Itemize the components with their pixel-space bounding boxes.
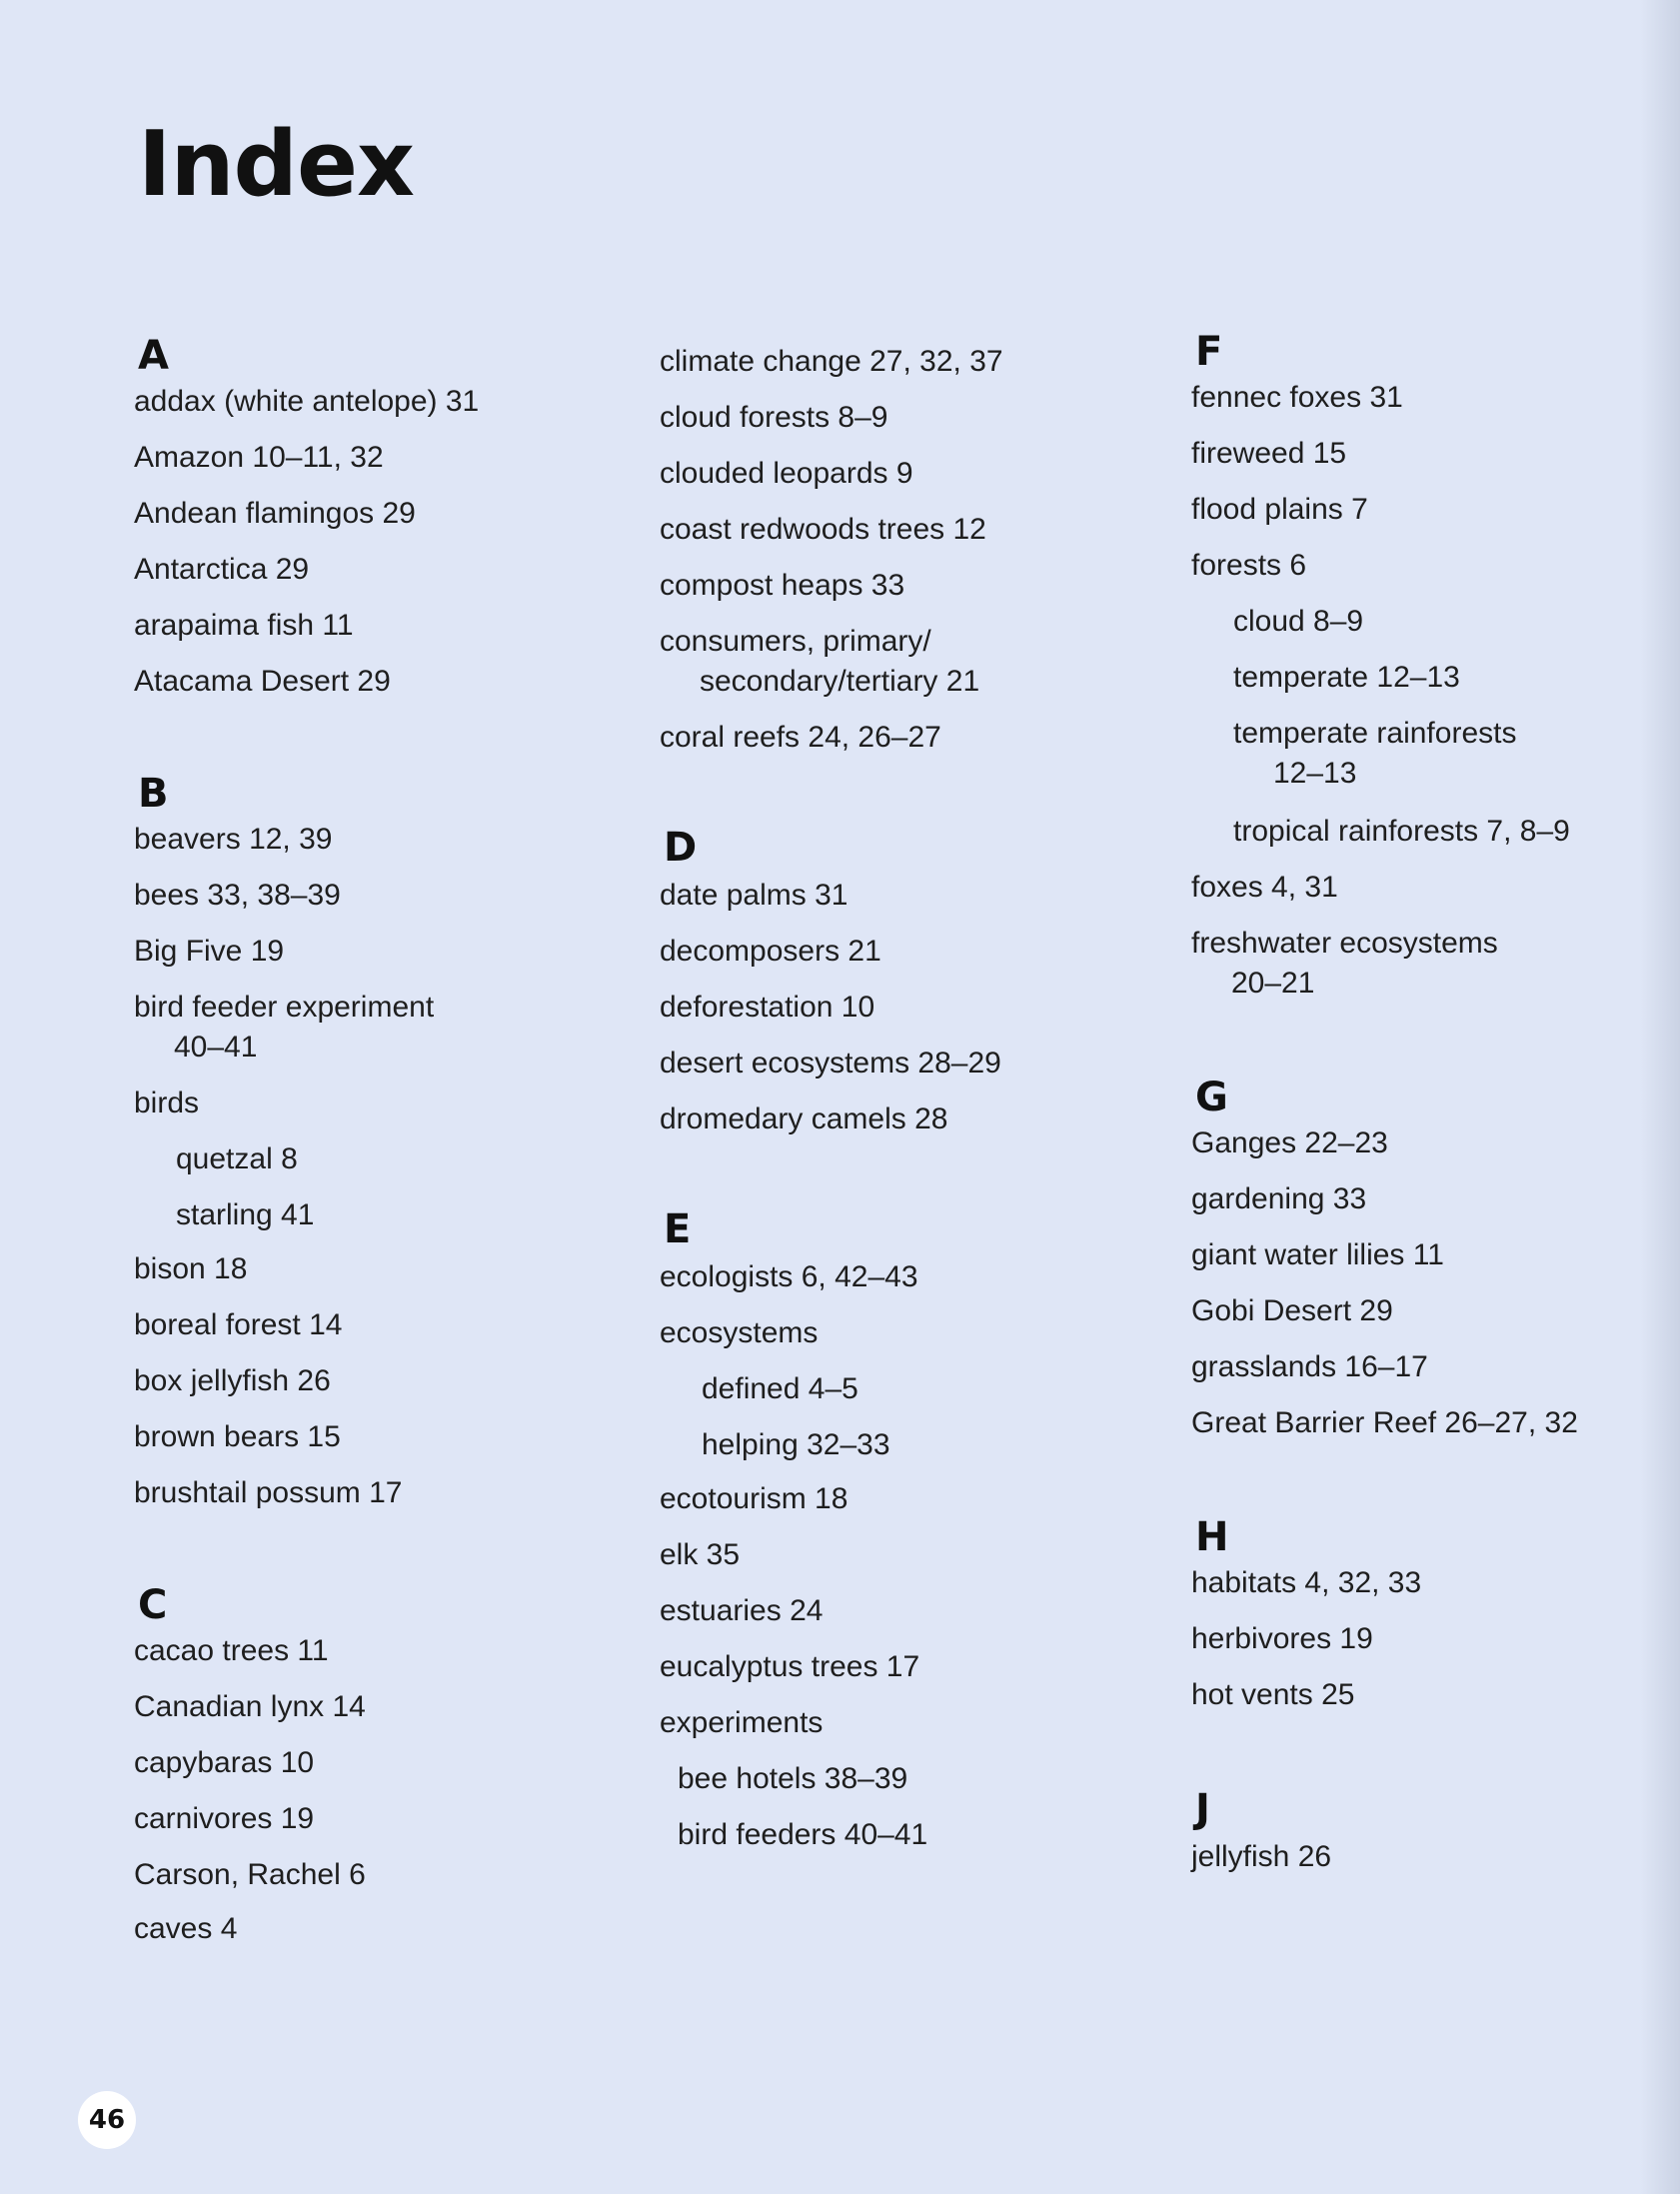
index-entry: Antarctica 29 [134, 553, 310, 586]
index-entry: fireweed 15 [1191, 437, 1347, 470]
index-entry-text: freshwater ecosystems [1191, 927, 1498, 960]
index-entry: Canadian lynx 14 [134, 1690, 366, 1723]
index-entry: ecosystems [660, 1316, 819, 1349]
index-entry: clouded leopards 9 [660, 457, 913, 490]
index-entry: boreal forest 14 [134, 1308, 343, 1341]
index-entry: date palms 31 [660, 879, 848, 912]
index-entry-text: bird feeder experiment [134, 991, 435, 1024]
index-subentry: tropical rainforests 7, 8–9 [1233, 815, 1570, 848]
index-entry: climate change 27, 32, 37 [660, 345, 1003, 378]
index-subentry: bird feeders 40–41 [678, 1818, 928, 1851]
index-entry: addax (white antelope) 31 [134, 385, 480, 418]
index-entry: compost heaps 33 [660, 569, 905, 602]
index-entry: capybaras 10 [134, 1746, 315, 1779]
index-entry: estuaries 24 [660, 1594, 824, 1627]
index-entry: cloud forests 8–9 [660, 401, 888, 434]
index-entry: coral reefs 24, 26–27 [660, 721, 941, 754]
index-entry-continuation: 20–21 [1231, 967, 1315, 1000]
index-entry: Ganges 22–23 [1191, 1126, 1388, 1159]
index-entry: Andean flamingos 29 [134, 497, 416, 530]
index-entry: ecologists 6, 42–43 [660, 1260, 918, 1293]
index-entry: Atacama Desert 29 [134, 665, 391, 698]
index-entry: Big Five 19 [134, 935, 285, 968]
index-entry: carnivores 19 [134, 1802, 315, 1835]
section-letter-b: B [138, 771, 169, 817]
index-entry: habitats 4, 32, 33 [1191, 1566, 1422, 1599]
section-letter-f: F [1195, 329, 1223, 375]
index-entry: Carson, Rachel 6 [134, 1858, 366, 1891]
index-entry: desert ecosystems 28–29 [660, 1047, 1001, 1080]
page-number-badge [78, 2091, 136, 2149]
index-subentry: cloud 8–9 [1233, 605, 1364, 638]
page-number: 46 [88, 2105, 126, 2135]
index-entry: deforestation 10 [660, 991, 875, 1024]
section-letter-c: C [138, 1582, 168, 1628]
index-entry: giant water lilies 11 [1191, 1238, 1444, 1271]
index-subentry: temperate 12–13 [1233, 661, 1460, 694]
index-entry: bison 18 [134, 1252, 248, 1285]
section-letter-h: H [1195, 1514, 1229, 1560]
index-entry: cacao trees 11 [134, 1634, 329, 1667]
index-entry: gardening 33 [1191, 1182, 1367, 1215]
index-entry: eucalyptus trees 17 [660, 1650, 920, 1683]
index-entry: jellyfish 26 [1191, 1840, 1332, 1873]
index-entry: fennec foxes 31 [1191, 381, 1403, 414]
index-entry-continuation: 40–41 [174, 1031, 258, 1064]
page-title: Index [138, 112, 415, 217]
index-entry: flood plains 7 [1191, 493, 1368, 526]
index-entry-continuation: 12–13 [1273, 757, 1357, 790]
index-entry: bees 33, 38–39 [134, 879, 341, 912]
index-subentry: defined 4–5 [702, 1372, 858, 1405]
index-entry: Gobi Desert 29 [1191, 1294, 1393, 1327]
index-subentry [1191, 714, 1516, 794]
index-entry: birds [134, 1087, 200, 1119]
index-entry: elk 35 [660, 1538, 741, 1571]
index-entry-text: consumers, primary/ [660, 625, 931, 658]
index-entry-continuation: secondary/tertiary 21 [700, 665, 980, 698]
section-letter-e: E [664, 1206, 692, 1252]
index-entry: caves 4 [134, 1912, 238, 1945]
index-entry: Great Barrier Reef 26–27, 32 [1191, 1406, 1578, 1439]
index-entry: decomposers 21 [660, 935, 881, 968]
section-letter-g: G [1195, 1075, 1228, 1120]
index-entry [134, 988, 434, 1068]
index-entry: Amazon 10–11, 32 [134, 441, 384, 474]
index-entry: hot vents 25 [1191, 1678, 1355, 1711]
index-entry: foxes 4, 31 [1191, 871, 1338, 904]
index-entry: brown bears 15 [134, 1420, 341, 1453]
index-entry: dromedary camels 28 [660, 1102, 948, 1135]
page-edge-shadow [1640, 0, 1680, 2194]
section-letter-j: J [1195, 1786, 1210, 1832]
index-entry [660, 622, 979, 702]
section-letter-d: D [664, 825, 698, 871]
index-entry [1191, 924, 1498, 1004]
index-entry: grasslands 16–17 [1191, 1350, 1428, 1383]
index-subentry: bee hotels 38–39 [678, 1762, 908, 1795]
index-entry: box jellyfish 26 [134, 1364, 331, 1397]
section-letter-a: A [138, 333, 169, 379]
index-subentry: helping 32–33 [702, 1428, 890, 1461]
index-entry: experiments [660, 1706, 824, 1739]
index-subentry: starling 41 [176, 1198, 315, 1231]
index-subentry: quetzal 8 [176, 1142, 298, 1175]
index-entry: brushtail possum 17 [134, 1476, 403, 1509]
index-entry: forests 6 [1191, 549, 1307, 582]
index-entry: herbivores 19 [1191, 1622, 1373, 1655]
index-entry: coast redwoods trees 12 [660, 513, 986, 546]
index-entry-text: temperate rainforests [1233, 717, 1517, 750]
index-entry: ecotourism 18 [660, 1482, 848, 1515]
index-entry: arapaima fish 11 [134, 609, 354, 642]
index-entry: beavers 12, 39 [134, 823, 333, 856]
